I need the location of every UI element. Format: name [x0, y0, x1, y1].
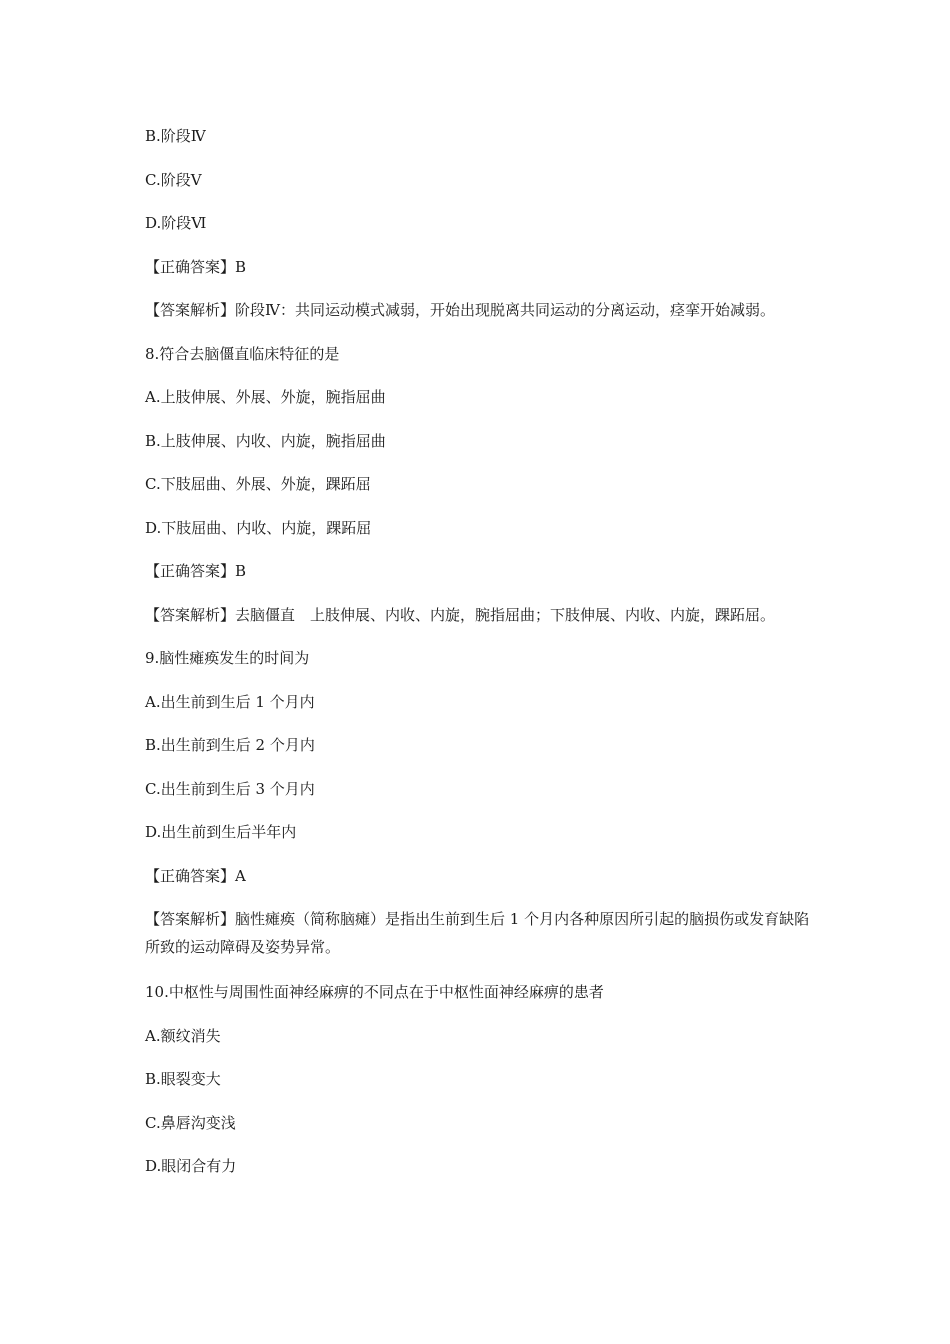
explanation-q9: 【答案解析】脑性瘫痪（简称脑瘫）是指出生前到生后 1 个月内各种原因所引起的脑损伤或发育缺陷所致的运动障碍及姿势异常。 — [145, 910, 810, 956]
option-d-q8: D.下肢屈曲、内收、内旋，踝跖屈 — [145, 519, 372, 537]
option-a-q8: A.上肢伸展、外展、外旋，腕指屈曲 — [145, 388, 386, 406]
option-d-stage-6: D.阶段Ⅵ — [145, 214, 207, 232]
option-b-q8: B.上肢伸展、内收、内旋，腕指屈曲 — [145, 432, 386, 450]
option-b-stage-4: B.阶段Ⅳ — [145, 127, 206, 145]
explanation-q7: 【答案解析】阶段Ⅳ：共同运动模式减弱，开始出现脱离共同运动的分离运动，痉挛开始减弱。 — [145, 301, 775, 319]
option-c-q8: C.下肢屈曲、外展、外旋，踝跖屈 — [145, 475, 371, 493]
option-c-q10: C.鼻唇沟变浅 — [145, 1114, 236, 1132]
correct-answer-q8: 【正确答案】B — [145, 562, 247, 580]
question-8: 8.符合去脑僵直临床特征的是 — [145, 345, 340, 363]
correct-answer-q7: 【正确答案】B — [145, 258, 247, 276]
explanation-q8: 【答案解析】去脑僵直 上肢伸展、内收、内旋，腕指屈曲；下肢伸展、内收、内旋，踝跖屈。 — [145, 606, 776, 624]
option-a-q9: A.出生前到生后 1 个月内 — [145, 693, 315, 711]
correct-answer-q9: 【正确答案】A — [145, 867, 246, 885]
option-b-q9: B.出生前到生后 2 个月内 — [145, 736, 315, 754]
option-d-q9: D.出生前到生后半年内 — [145, 823, 297, 841]
question-9: 9.脑性瘫痪发生的时间为 — [145, 649, 310, 667]
option-d-q10: D.眼闭合有力 — [145, 1157, 237, 1175]
option-b-q10: B.眼裂变大 — [145, 1070, 221, 1088]
option-c-q9: C.出生前到生后 3 个月内 — [145, 780, 315, 798]
option-a-q10: A.额纹消失 — [145, 1027, 221, 1045]
option-c-stage-5: C.阶段Ⅴ — [145, 171, 202, 189]
question-10: 10.中枢性与周围性面神经麻痹的不同点在于中枢性面神经麻痹的患者 — [145, 983, 604, 1001]
